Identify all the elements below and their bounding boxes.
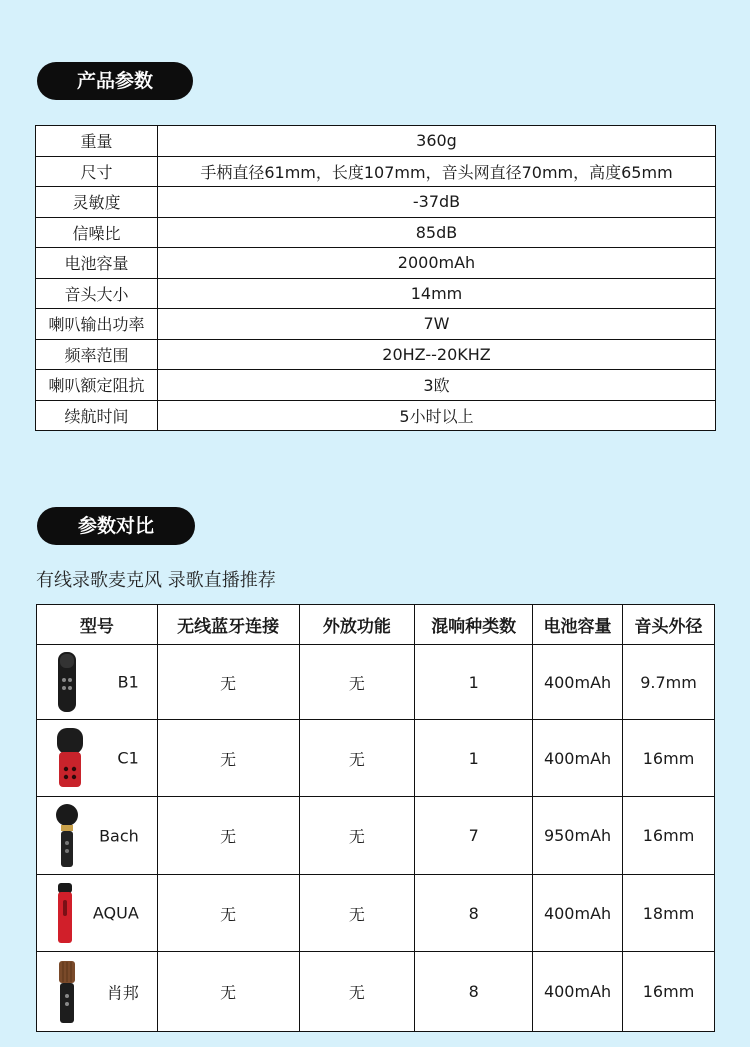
param-value: 7W [158,309,716,340]
param-label: 重量 [36,126,158,157]
b1-mic-icon [55,650,79,714]
bluetooth-value: 无 [157,720,299,797]
head-value: 9.7mm [623,645,715,720]
speaker-value: 无 [299,797,415,875]
bluetooth-value: 无 [157,952,299,1032]
model-cell [37,797,158,875]
bluetooth-value: 无 [157,645,299,720]
section-title-product-params: 产品参数 [37,62,193,100]
table-header-row [37,605,715,645]
head-value: 16mm [623,952,715,1032]
head-value: 16mm [623,797,715,875]
param-value: 2000mAh [158,248,716,279]
c1-mic-icon [55,727,85,789]
table-row [36,339,716,370]
param-label: 灵敏度 [36,187,158,218]
reverb-value: 8 [415,875,533,952]
model-name: B1 [117,672,139,692]
param-label: 喇叭输出功率 [36,309,158,340]
speaker-value: 无 [299,875,415,952]
battery-value: 400mAh [533,952,623,1032]
header-head-diameter: 音头外径 [623,605,715,645]
reverb-value: 7 [415,797,533,875]
table-row [37,797,715,875]
header-reverb: 混响种类数 [415,605,533,645]
speaker-value: 无 [299,720,415,797]
chopin-mic-icon [55,960,79,1024]
param-label: 音头大小 [36,278,158,309]
comparison-table [36,604,715,1032]
speaker-value: 无 [299,645,415,720]
param-value: -37dB [158,187,716,218]
battery-value: 400mAh [533,645,623,720]
param-label: 信噪比 [36,217,158,248]
param-value: 20HZ--20KHZ [158,339,716,370]
model-name: AQUA [92,903,139,923]
battery-value: 400mAh [533,720,623,797]
table-row [36,126,716,157]
param-value: 85dB [158,217,716,248]
reverb-value: 8 [415,952,533,1032]
head-value: 18mm [623,875,715,952]
bluetooth-value: 无 [157,797,299,875]
param-value: 360g [158,126,716,157]
model-name: 肖邦 [106,983,139,1002]
table-row [37,952,715,1032]
header-speaker: 外放功能 [299,605,415,645]
battery-value: 400mAh [533,875,623,952]
param-label: 电池容量 [36,248,158,279]
reverb-value: 1 [415,645,533,720]
model-cell [37,875,158,952]
param-label: 喇叭额定阻抗 [36,370,158,401]
model-name: Bach [99,826,139,845]
table-row [36,187,716,218]
param-value: 5小时以上 [158,400,716,431]
bach-mic-icon [55,803,79,869]
table-row [37,720,715,797]
param-value: 3欧 [158,370,716,401]
section-title-comparison: 参数对比 [37,507,195,545]
table-row [37,645,715,720]
reverb-value: 1 [415,720,533,797]
comparison-subtitle: 有线录歌麦克风 录歌直播推荐 [36,570,276,591]
param-value: 手柄直径61mm，长度107mm，音头网直径70mm，高度65mm [158,156,716,187]
speaker-value: 无 [299,952,415,1032]
table-row [36,248,716,279]
head-value: 16mm [623,720,715,797]
param-label: 尺寸 [36,156,158,187]
table-row [36,278,716,309]
model-cell [37,952,158,1032]
table-row [36,400,716,431]
model-cell [37,720,158,797]
battery-value: 950mAh [533,797,623,875]
table-row [36,217,716,248]
header-model: 型号 [37,605,158,645]
model-name: C1 [117,748,139,768]
table-row [36,156,716,187]
table-row [36,370,716,401]
table-row [36,309,716,340]
bluetooth-value: 无 [157,875,299,952]
header-bluetooth: 无线蓝牙连接 [157,605,299,645]
param-label: 续航时间 [36,400,158,431]
model-cell [37,645,158,720]
param-value: 14mm [158,278,716,309]
param-label: 频率范围 [36,339,158,370]
product-params-table [35,125,716,431]
table-row [37,875,715,952]
aqua-mic-icon [55,882,75,944]
header-battery: 电池容量 [533,605,623,645]
